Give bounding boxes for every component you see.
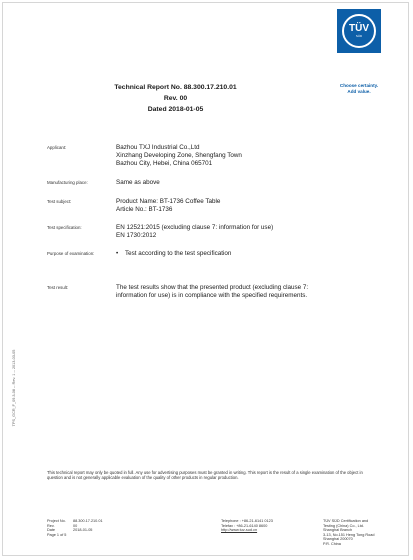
test-specification-line-2: EN 1730:2012 [116,232,157,239]
report-title: Technical Report No. 88.300.17.210.01 [114,84,237,91]
test-result-label: Test result: [47,285,69,290]
test-specification-value [116,224,273,240]
form-reference-side-text: TPS_GCR_F_09.3-08 -- Rev. 1 -- 2013-03-05 [12,349,16,427]
tuv-logo [337,9,381,53]
footer-project-label: Project No. [47,519,66,523]
footer-report-info [47,519,103,537]
slogan-line-1: Choose certainty. [339,83,379,88]
manufacturing-place-value [116,179,160,187]
report-title-block [3,82,348,115]
report-date: Dated 2018-01-05 [147,106,204,113]
tuv-logo-emblem [342,14,376,48]
test-subject-line-1: Product Name: BT-1736 Coffee Table [116,198,221,205]
footer-website-link[interactable]: http://www.tuv-sud.cn [221,528,258,533]
applicant-line-1: Bazhou TXJ Industrial Co.,Ltd [116,144,200,151]
manufacturing-place-line-1: Same as above [116,179,160,186]
test-subject-label: Test subject: [47,199,72,204]
manufacturing-place-label: Manufacturing place: [47,180,88,185]
footer-company-line-6: P.R. China [323,541,341,546]
footer-telephone: Telephone : +86-21-6141 0123 [221,519,273,523]
test-specification-label: Test specification: [47,225,82,230]
footer-company-line-1: TÜV SÜD Certification and [323,519,369,523]
test-specification-line-1: EN 12521:2015 (excluding clause 7: information for use) [116,224,274,231]
footer-date-value: 2018-01-05 [73,528,93,533]
footer-company-line-2: Testing (China) Co., Ltd. [323,523,364,528]
applicant-line-2: Xinzhang Developing Zone, Shengfang Town [116,152,242,159]
tuv-logo-text: TÜV [349,23,369,34]
bullet-icon: • [116,250,119,257]
applicant-line-3: Bazhou City, Hebei, China 065701 [116,160,213,167]
test-result-value [116,284,308,300]
footer-contact [221,519,273,533]
footer-date-label: Date [47,528,56,533]
footer-company-line-3: Shanghai Branch [323,528,353,533]
footer-rev-label: Rev. [47,523,55,528]
applicant-value [116,144,242,168]
purpose-label: Purpose of examination: [47,251,95,256]
test-subject-value [116,198,220,214]
footer-project-value: 88.300.17.210.01 [73,519,103,523]
purpose-value [116,250,231,258]
applicant-label: Applicant: [47,145,67,150]
footer-company-line-5: Shanghai 200070 [323,537,353,542]
test-result-line-1: The test results show that the presented product (excluding clause 7: [116,284,309,291]
report-page [2,2,409,556]
report-footnote: This technical report may only be quoted in full. Any use for advertising purposes must be granted in writing. This report is the result of a single examination of the object in question and is not generally applicable evaluation of the quality of other products in regular production. [47,470,363,481]
test-subject-line-2: Article No.: BT-1736 [116,206,173,213]
purpose-line-1: Test according to the test specification [125,250,232,257]
footer-company-address [323,519,374,547]
footer-rev-value: 00 [73,523,78,528]
report-revision: Rev. 00 [163,95,188,102]
slogan-line-2: Add value. [347,89,371,94]
footer-company-line-4: 3-13, No.151 Heng Tong Road [323,532,375,537]
tuv-logo-subtext: SÜD [355,34,363,38]
footer-telefax: Telefax : +86-21-6140 8600 [221,523,268,528]
footer-page-number: Page 1 of 5 [47,532,67,537]
test-result-line-2: information for use) is in compliance with the specified requirements. [116,292,308,299]
